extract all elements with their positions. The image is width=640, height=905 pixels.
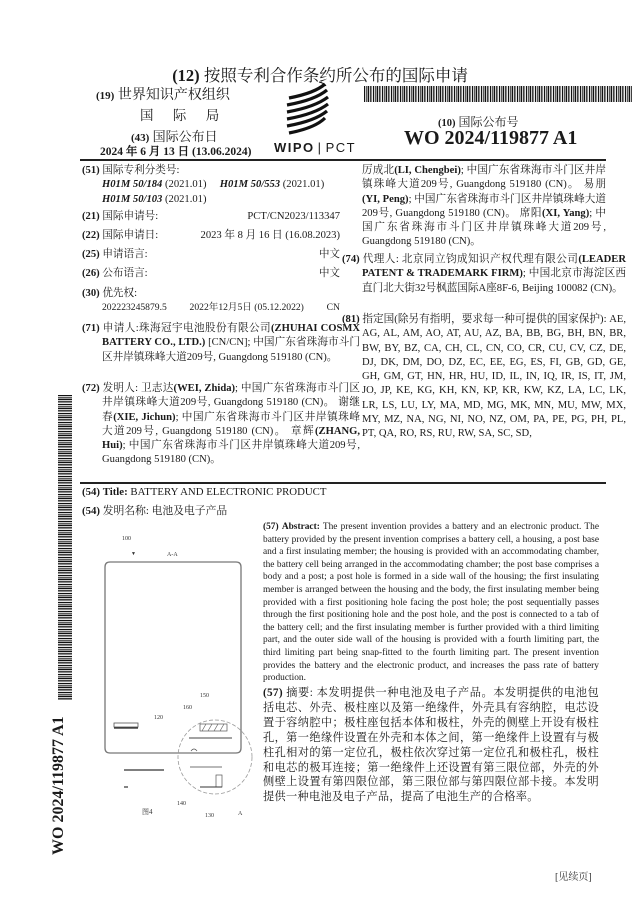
- inventor-address: ; 中国广东省珠海市斗门区井岸镇珠峰大道209号, Guangdong 519180 (CN)。: [102, 411, 361, 437]
- ipc-classification: [82, 164, 340, 207]
- inventors-part2: [342, 164, 606, 250]
- inventor-address: ; 中国广东省珠海市斗门区井岸镇珠峰大道209号, Guangdong 519180 (CN)。: [102, 383, 360, 409]
- inid-code: (22): [82, 230, 100, 241]
- inventor-name-zh: 易朋: [583, 179, 607, 191]
- inid-code: (25): [82, 249, 100, 260]
- inid-code: (54): [82, 505, 100, 517]
- svg-text:A: A: [238, 811, 243, 817]
- abstract-text: The present invention provides a battery and an electronic product. The battery provided by the present invention comprises a battery cell, a housing, a post base and a first insulating member; the housing is provided with an accommodating chamber, the battery cell being arranged in the accommodating chamber; the post base comprises a body and a post; a post hole is formed in a side wall of the housing; the first insulating member is arranged between the housing and the body, the first insulating member being provided with a first positioning hole facing the post hole; the post sequentially passes through the first positioning hole and the post hole, and the post is connected to a tab of the battery cell; and the first insulating member is further provided with a third limiting part, and the outer side wall of the housing is provided with a fourth limiting part, the third limiting part being snap-fitted to the fourth limiting part. The present invention provides the battery and the electronic product, and increases the pass rate of battery production.: [263, 522, 599, 684]
- abstract-label: 摘要:: [286, 687, 314, 699]
- publication-language-value: 中文: [318, 268, 340, 279]
- filing-language: [82, 248, 340, 262]
- inventor-name-zh: 谢继春: [102, 397, 361, 423]
- agent-address: ; 中国北京市海淀区西直门北大街32号枫蓝国际A座8F-6, Beijing 100082 (CN)。: [362, 268, 626, 294]
- inventor-name-zh: 章辉: [290, 425, 315, 437]
- barcode-icon: [364, 86, 632, 102]
- inid-code: (30): [82, 288, 100, 299]
- priority-data: [82, 287, 340, 316]
- agent-name-en: (LEADER PATENT & TRADEMARK FIRM): [362, 254, 626, 280]
- side-publication-number-text: WO 2024/119877 A1: [50, 716, 67, 855]
- section-label: A-A: [167, 552, 178, 558]
- applicant-address: [CN/CN]; 中国广东省珠海市斗门区井岸镇珠峰大道209号, Guangdong 519180 (CN)。: [102, 337, 360, 363]
- inid-code: (12): [172, 66, 200, 85]
- inventor-name-en: (ZHANG, Hui): [102, 425, 361, 452]
- ipc-label: 国际专利分类号:: [102, 165, 180, 176]
- inid-code: (21): [82, 211, 100, 222]
- filing-language-label: 申请语言:: [102, 249, 148, 260]
- ipc-version: (2021.01): [165, 179, 207, 191]
- priority-country: CN: [326, 302, 340, 314]
- ipc-code: H01M 50/103: [102, 193, 163, 205]
- inid-code: (72): [82, 383, 100, 394]
- applicant-name-zh: 申请人:珠海冠宇电池股份有限公司: [102, 323, 272, 334]
- ipc-version: (2021.01): [282, 179, 325, 191]
- wipo-text: WIPO: [274, 140, 315, 155]
- title-text: BATTERY AND ELECTRONIC PRODUCT: [130, 486, 327, 498]
- organization-name-text: 世界知识产权组织: [117, 88, 230, 103]
- wipo-globe-logo-icon: [275, 80, 345, 144]
- inventor-address: ; 中国广东省珠海市斗门区井岸镇珠峰大道209号, Guangdong 519180 (CN)。: [362, 165, 606, 191]
- publication-number: WO 2024/119877 A1: [404, 127, 578, 149]
- side-publication-number: [50, 705, 80, 855]
- inid-code: (71): [82, 323, 100, 334]
- publication-language-label: 公布语言:: [102, 268, 148, 279]
- applicant-name-en: (ZHUHAI COSMX BATTERY CO., LTD.): [102, 323, 360, 349]
- filing-language-value: 中文: [318, 249, 340, 260]
- application-number: [82, 210, 340, 224]
- abstract-text: 本发明提供一种电池及电子产品。本发明提供的电池包括电芯、外壳、极柱座以及第一绝缘件，外壳具有容纳腔，电芯设置于容纳腔中；极柱座包括本体和极柱，外壳的侧壁上开设有极柱孔，第一绝缘件设置在外壳和本体之间，第一绝缘件上设置有与极柱孔相对的第一定位孔，极柱依次穿过第一定位孔和极柱孔，极柱和电芯的极耳连接；第一绝缘件上还设置有第三限位部，外壳的外侧壁上设置有第四限位部，第三限位部与第四限位部卡接。本发明提供一种电池及电子产品，提高了电池生产的合格率。: [263, 687, 599, 804]
- designated-states: [342, 313, 626, 442]
- title-chinese: [82, 503, 227, 518]
- ipc-version: (2021.01): [165, 193, 207, 205]
- priority-date: 2022年12月5日 (05.12.2022): [189, 302, 304, 314]
- inventor-name-en: (XIE, Jichun): [113, 411, 176, 423]
- abstract-chinese: [263, 686, 599, 805]
- inid-code: (57): [263, 687, 283, 699]
- inventor-name-zh: 席阳: [519, 207, 543, 219]
- inventor-address: ; 中国广东省珠海市斗门区井岸镇珠峰大道209号, Guangdong 519180 (CN)。: [362, 207, 607, 248]
- pct-text: PCT: [325, 140, 357, 155]
- title-label: Title:: [102, 486, 128, 498]
- svg-text:130: 130: [205, 813, 214, 819]
- inid-code: (10): [438, 118, 456, 129]
- inid-code: (57): [263, 522, 279, 532]
- ref-100: 100: [122, 536, 131, 542]
- inventor-address: ; 中国广东省珠海市斗门区井岸镇珠峰大道209号, Guangdong 519180 (CN)。: [362, 193, 606, 219]
- ipc-code: H01M 50/553: [219, 179, 281, 191]
- svg-text:120: 120: [154, 715, 163, 721]
- abstract-label: Abstract:: [281, 522, 320, 532]
- inventor-name-en: (YI, Peng): [362, 193, 409, 205]
- application-number-value: PCT/CN2023/113347: [247, 211, 340, 222]
- figure-caption: 图4: [142, 808, 153, 816]
- vertical-barcode-icon: [58, 395, 72, 700]
- publication-date-label-text: 国际公布日: [152, 129, 218, 144]
- organization-bureau: 国 际 局: [140, 108, 228, 123]
- inventor-address: ; 中国广东省珠海市斗门区井岸镇珠峰大道209号, Guangdong 519180 (CN)。: [102, 440, 360, 466]
- svg-text:160: 160: [183, 705, 192, 711]
- publication-language: [82, 267, 340, 281]
- publication-number-label-text: 国际公布号: [458, 115, 519, 129]
- title-divider: [80, 482, 606, 484]
- organization-name: [96, 84, 230, 104]
- inventor-name-zh: 厉成北: [362, 165, 395, 176]
- inid-code: (81): [342, 314, 360, 325]
- designated-states-label: 指定国(除另有指明，要求每一种可提供的国家保护):: [362, 314, 607, 325]
- inventor-name-en: (XI, Yang): [542, 207, 590, 219]
- title-text: 电池及电子产品: [151, 505, 228, 517]
- title-english: [82, 486, 326, 498]
- ipc-code: H01M 50/184: [102, 179, 163, 191]
- inventor-name-en: (WEI, Zhida): [173, 383, 236, 394]
- designated-states-list: AE, AG, AL, AM, AO, AT, AU, AZ, BA, BB, BG, BH, BN, BR, BW, BY, BZ, CA, CH, CL, CN, CO, CR, CU, CV, CZ, DE, DJ, DK, DM, DO, DZ, EC, EE, EG, ES, FI, GB, GD, GE, GH, GM, GT, HN, HR, HU, ID, IL, IN, IQ, IR, IS, IT, JM, JO, JP, KE, KG, KH, KN, KP, KR, KW, KZ, LA, LC, LK, LR, LS, LU, LY, MA, MD, MG, MK, MN, MU, MW, MX, MY, MZ, NA, NG, NI, NO, NZ, OM, PA, PE, PG, PH, PL, PT, QA, RO, RS, RU, RW, SA, SC, SD,: [362, 314, 626, 440]
- inid-code: (51): [82, 165, 100, 176]
- application-date-label: 国际申请日:: [102, 230, 159, 241]
- applicant: [82, 322, 360, 365]
- continued-on-next-page: [见续页]: [555, 872, 592, 883]
- agent-name-zh: 代理人: 北京同立钧成知识产权代理有限公司: [362, 254, 579, 265]
- header-divider: [80, 159, 606, 161]
- publication-date: 2024 年 6 月 13 日 (13.06.2024): [100, 146, 252, 158]
- inid-code: (54): [82, 486, 100, 498]
- title-label: 发明名称:: [102, 505, 149, 517]
- inventor-name-en: (LI, Chengbei): [394, 165, 461, 176]
- document-type-text: 按照专利合作条约所公布的国际申请: [203, 66, 468, 85]
- inid-code: (26): [82, 268, 100, 279]
- svg-text:140: 140: [177, 801, 186, 807]
- priority-label: 优先权:: [102, 288, 138, 299]
- inventor-name-zh: 发明人: 卫志达: [102, 383, 174, 394]
- inid-code: (74): [342, 254, 360, 265]
- wipo-pct-logo-text: WIPO | PCT: [274, 140, 357, 155]
- patent-drawing-figure: [92, 525, 258, 825]
- inventors-part1: [82, 382, 360, 468]
- priority-number: 202223245879.5: [102, 302, 167, 314]
- application-number-label: 国际申请号:: [102, 211, 159, 222]
- svg-text:▼: ▼: [131, 552, 136, 557]
- agent: [342, 253, 626, 296]
- battery-cross-section-drawing: [92, 525, 258, 825]
- svg-text:150: 150: [200, 693, 209, 699]
- abstract-english: [263, 521, 599, 685]
- application-date-value: 2023 年 8 月 16 日 (16.08.2023): [200, 230, 340, 241]
- inid-code: (19): [96, 90, 115, 102]
- application-date: [82, 229, 340, 243]
- inid-code: (43): [131, 132, 150, 144]
